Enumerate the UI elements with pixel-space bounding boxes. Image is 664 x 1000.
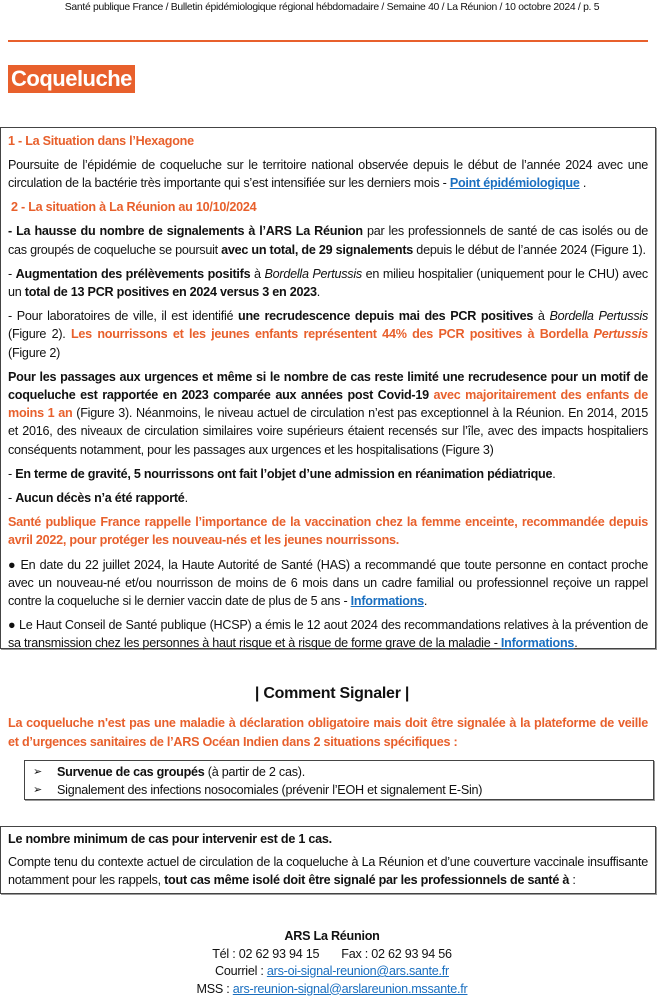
situations-list — [24, 760, 654, 800]
section-heading-hexagone: 1 - La Situation dans l’Hexagone — [8, 134, 194, 148]
comment-signaler-heading: | Comment Signaler | — [254, 685, 410, 702]
has-informations-link[interactable]: Informations — [350, 594, 424, 609]
email-link[interactable]: ars-oi-signal-reunion@ars.sante.fr — [266, 964, 449, 978]
contact-org: ARS La Réunion — [284, 929, 380, 943]
arrow-bullet-icon: ➢ — [33, 766, 42, 778]
point-epidemiologique-link[interactable]: Point épidémiologique — [449, 176, 580, 191]
contact-block: ARS La Réunion Tél : 02 62 93 94 15 Fax : 02 62 93 94 56 Courriel : ars-oi-signal-reunion@ars.sante.fr MSS : ars-reunion-signal@arslareunion.mssante.fr — [196, 929, 468, 996]
header-divider — [8, 40, 648, 42]
page-title: Coqueluche — [8, 65, 135, 93]
section-heading-reunion: 2 - La situation à La Réunion au 10/10/2024 — [11, 200, 257, 215]
contact-tel: Tél : 02 62 93 94 15 — [212, 946, 320, 961]
hcsp-informations-link[interactable]: Informations — [500, 636, 575, 651]
has-recommendation: ● En date du 22 juillet 2024, la Haute Autorité de Santé (HAS) a recommandé que toute personne en contact proche avec un nouveau-né et/ou nourrisson de moins de 6 mois dans un cadre familial ou professionnel reçoive un rappel contre la coqueluche si le dernier vaccin date de plus de 5 ans - Informations. — [8, 557, 648, 609]
running-header: Santé publique France / Bulletin épidémiologique régional hébdomadaire / Semaine 40 / La Réunion / 10 octobre 2024 / p. 5 — [64, 2, 600, 13]
contact-fax: Fax : 02 62 93 94 56 — [341, 946, 452, 961]
minimum-cases-box — [0, 826, 656, 894]
laboratoires-paragraph: - Pour laboratoires de ville, il est identifié une recrudescence depuis mai des PCR positives à Bordella Pertussis (Figure 2). Les nourrissons et les jeunes enfants représentent 44% des PCR positives à Bordella Pertussis (Figure 2) — [8, 309, 648, 360]
list-item: ➢ Signalement des infections nosocomiales (prévenir l’EOH et signalement E-Sin) — [33, 783, 483, 797]
list-item: ➢ Survenue de cas groupés (à partir de 2 cas). — [33, 765, 305, 779]
arrow-bullet-icon: ➢ — [33, 784, 42, 796]
mss-link[interactable]: ars-reunion-signal@arslareunion.mssante.fr — [232, 981, 468, 996]
signalements-paragraph: - La hausse du nombre de signalements à l’ARS La Réunion par les professionnels de santé de cas isolés ou de cas groupés de coqueluche se poursuit avec un total, de 29 signalements depuis le début de l’année 2024 (Figure 1). — [8, 224, 648, 257]
hcsp-recommendation: ● Le Haut Conseil de Santé publique (HCSP) a émis le 12 aout 2024 des recommandations relatives à la prévention de sa transmission chez les personnes à haut risque et à risque de forme grave de la maladie - Informations. — [8, 618, 648, 651]
deces-paragraph: - Aucun décès n’a été rapporté. — [8, 491, 188, 506]
urgences-paragraph: Pour les passages aux urgences et même si le nombre de cas reste limité une recrudesence pour un motif de coqueluche est rapportée en 2023 comparée aux années post Covid-19 avec majoritairement des enfants de moins 1 an (Figure 3). Néanmoins, le niveau actuel de circulation n’est pas exceptionnel à la Réunion. En 2014, 2015 et 2016, des niveaux de circulation similaires voire supérieurs étaient recensés sur l’île, avec des impacts hospitaliers conséquents notamment, pour les passages aux urgences et les hospitalisations (Figure 3) — [8, 369, 648, 457]
gravite-paragraph: - En terme de gravité, 5 nourrissons ont fait l’objet d’une admission en réanimation pédiatrique. — [8, 466, 556, 481]
signal-intro: La coqueluche n'est pas une maladie à déclaration obligatoire mais doit être signalée à la plateforme de veille et d’urgences sanitaires de l’ARS Océan Indien dans 2 situations spécifiques : — [8, 716, 648, 749]
vaccination-recommendation: Santé publique France rappelle l’importance de la vaccination chez la femme enceinte, recommandée depuis avril 2022, pour protéger les nouveau-nés et les jeunes nourrissons. — [8, 515, 648, 548]
prelevements-paragraph: - Augmentation des prélèvements positifs à Bordella Pertussis en milieu hospitalier (uniquement pour le CHU) avec un total de 13 PCR positives en 2024 versus 3 en 2023. — [8, 266, 648, 300]
minimum-cases-heading: Le nombre minimum de cas pour intervenir est de 1 cas. — [8, 832, 332, 846]
minimum-cases-text: Compte tenu du contexte actuel de circulation de la coqueluche à La Réunion et d’une couverture vaccinale insuffisante notamment pour les rappels, tout cas même isolé doit être signalé par les professionnels de santé à : — [8, 855, 648, 888]
hexagone-paragraph: Poursuite de l’épidémie de coqueluche sur le territoire national observée depuis le début de l’année 2024 avec une circulation de la bactérie très importante qui s’est intensifiée sur les derniers mois - Point épidémiologique . — [8, 158, 648, 191]
situation-box — [0, 127, 656, 649]
